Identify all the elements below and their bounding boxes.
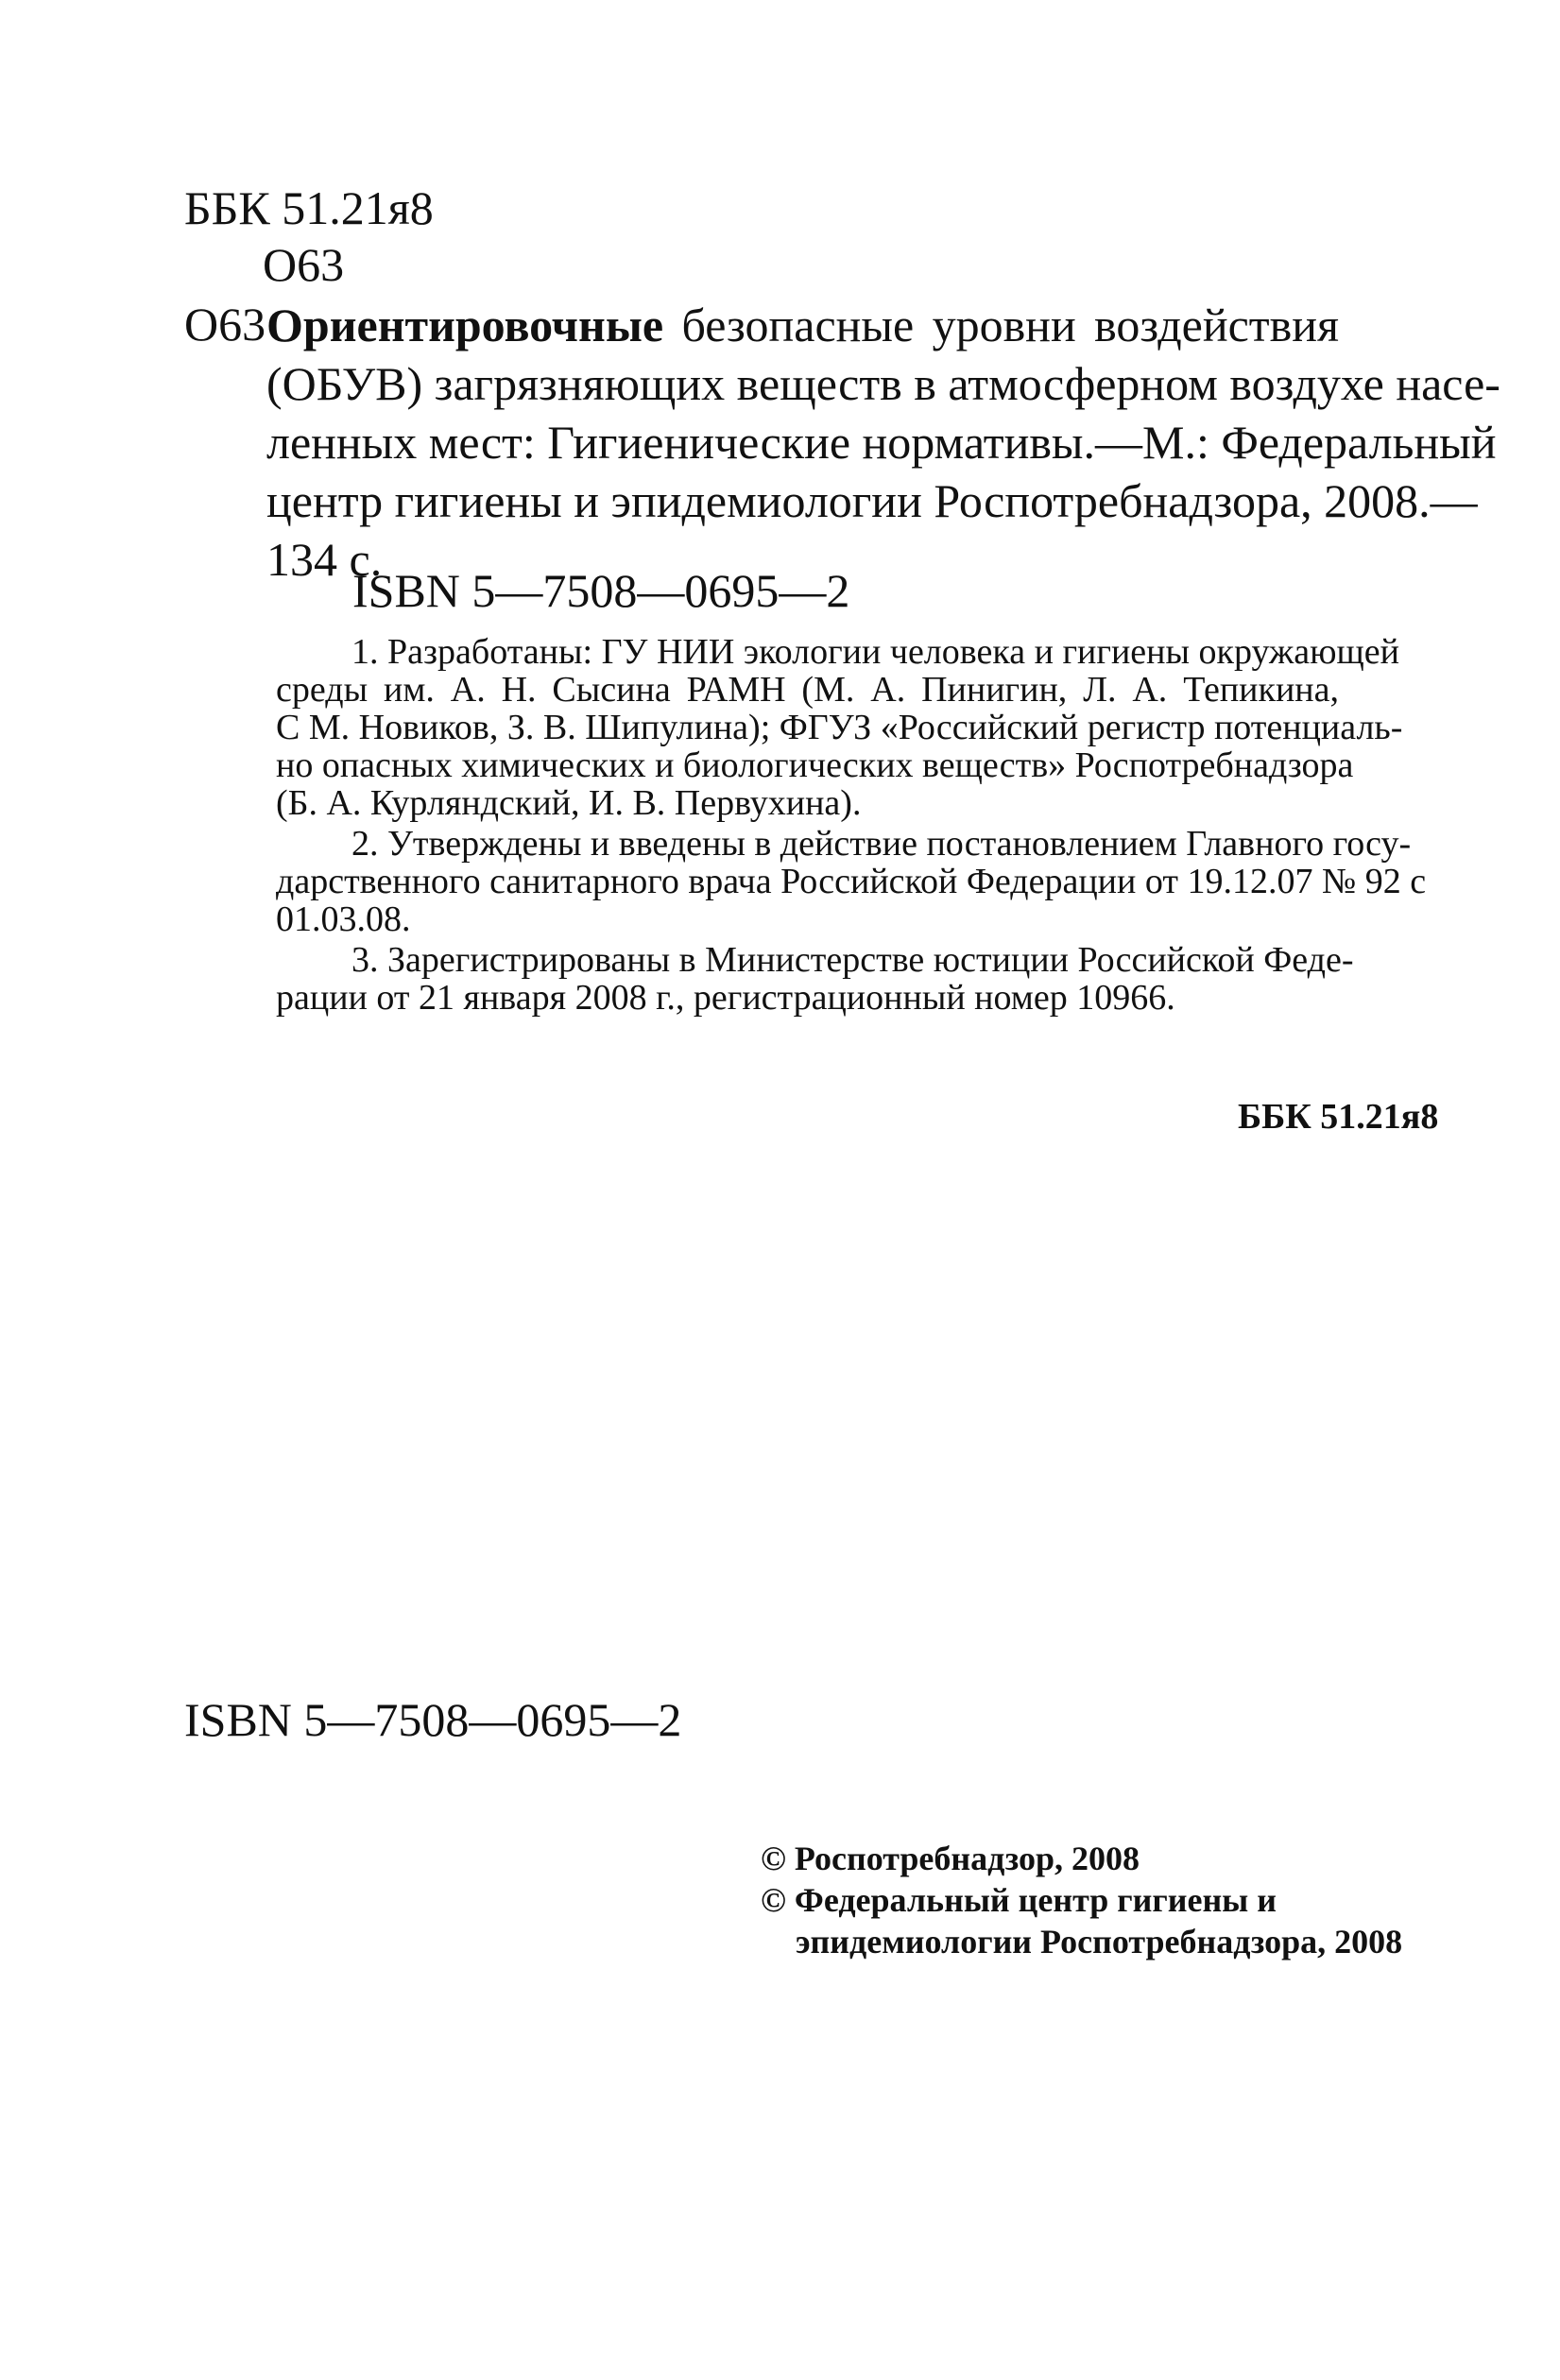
author-sign: О63 — [263, 238, 345, 291]
entry-line-1 — [266, 296, 1339, 354]
notes-section — [276, 632, 1427, 1019]
note-2 — [276, 824, 1427, 939]
note-3-line-1: 3. Зарегистрированы в Министерстве юстиции Российской Феде- — [351, 940, 1354, 980]
note-2-line-1: 2. Утверждены и введены в действие постановлением Главного госу- — [351, 824, 1412, 864]
copyright-line-2: © Федеральный центр гигиены и — [761, 1881, 1277, 1919]
copyright-line-1: © Роспотребнадзор, 2008 — [761, 1840, 1140, 1877]
footer-isbn: ISBN 5—7508—0695—2 — [184, 1693, 682, 1746]
bbk-index: ББК 51.21я8 — [184, 181, 434, 234]
entry-code: О63 — [184, 298, 266, 351]
copyright-block — [761, 1838, 1422, 1962]
entry-line-4: центр гигиены и эпидемиологии Роспотребнадзора, 2008.— — [266, 474, 1478, 527]
entry-isbn: ISBN 5—7508—0695—2 — [352, 564, 850, 617]
entry-line-3: ленных мест: Гигиенические нормативы.—М.: Федеральный — [266, 416, 1497, 469]
note-1-line-1: 1. Разработаны: ГУ НИИ экологии человека и гигиены окружающей — [351, 632, 1399, 672]
note-2-line-3: 01.03.08. — [276, 899, 411, 939]
note-2-line-2: дарственного санитарного врача Российской Федерации от 19.12.07 № 92 с — [276, 862, 1427, 901]
entry-title-first-word: Ориентировочные — [266, 299, 664, 351]
note-1-line-2: среды им. А. Н. Сысина РАМН (М. А. Пинигин, Л. А. Тепикина, — [276, 670, 1339, 710]
copyright-line-3: эпидемиологии Роспотребнадзора, 2008 — [796, 1923, 1403, 1961]
note-1-line-5: (Б. А. Курляндский, И. В. Первухина). — [276, 783, 862, 823]
note-3-line-2: рации от 21 января 2008 г., регистрационный номер 10966. — [276, 978, 1175, 1018]
entry-line-1-text: безопасные уровни воздействия — [681, 299, 1340, 351]
bbk-index-bold: ББК 51.21я8 — [1238, 1097, 1439, 1137]
entry-line-2: (ОБУВ) загрязняющих веществ в атмосферном воздухе насе- — [266, 357, 1500, 410]
bibliographic-entry — [266, 296, 1500, 589]
note-1-line-3: С М. Новиков, З. В. Шипулина); ФГУЗ «Российский регистр потенциаль- — [276, 708, 1403, 747]
note-1-line-4: но опасных химических и биологических веществ» Роспотребнадзора — [276, 745, 1354, 785]
note-3 — [276, 940, 1354, 1018]
entry-line-5: 134 с. — [266, 533, 383, 586]
note-1 — [276, 632, 1403, 823]
